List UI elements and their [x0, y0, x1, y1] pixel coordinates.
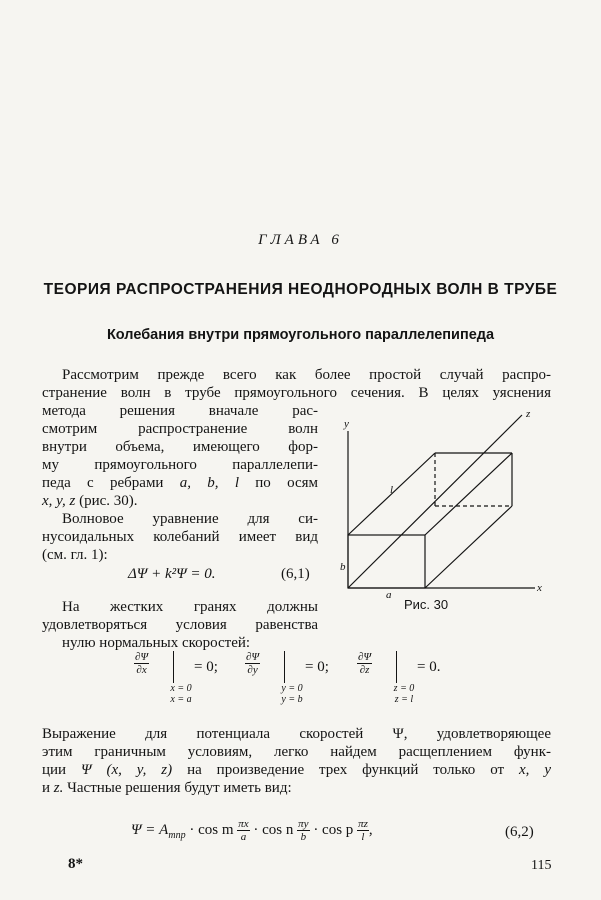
- text-line: Выражение для потенциала скоростей Ψ, удовлетворяющее: [42, 726, 551, 742]
- evaluation-bar: [173, 651, 174, 683]
- text-line: На жестких гранях должны: [62, 599, 318, 615]
- evaluation-bar: [284, 651, 285, 683]
- page-number: 115: [531, 858, 552, 873]
- text-line: (см. гл. 1):: [42, 547, 108, 563]
- axis-label-y: y: [344, 418, 349, 430]
- axis-label-x: x: [537, 582, 542, 594]
- figure-caption: Рис. 30: [404, 597, 449, 612]
- text-line: внутри объема, имеющего фор-: [42, 439, 318, 455]
- section-title: Колебания внутри прямоугольного параллелепипеда: [106, 327, 495, 343]
- partial-derivative: $\frac{\partial\Psi}{\partial x}$: [135, 651, 149, 676]
- text-line: ции Ψ (x, y, z) на произведение трех функций только от x, y: [42, 762, 551, 778]
- boundary-conditions: $\frac{\partial\Psi}{\partial x}$ x = 0 x = a = 0; $\frac{\partial\Psi}{\partial y}$ y = 0 y = b = 0; $\frac{\partial\Psi}{\partial z}$ z = 0 z = l = 0.: [135, 651, 441, 705]
- equation-number: (6,2): [505, 824, 534, 840]
- edge-label-a: a: [386, 589, 392, 600]
- text-fragment: (рис. 30).: [79, 493, 138, 509]
- math-inline: x, y: [519, 762, 551, 778]
- text-fragment: педа с ребрами: [42, 475, 164, 491]
- text-fragment: по осям: [255, 475, 318, 491]
- text-line: и z. Частные решения будут иметь вид:: [42, 780, 292, 796]
- edge-label-b: b: [340, 561, 346, 573]
- math-inline: x, y, z: [42, 493, 76, 509]
- fraction: $\frac{\pi z}{l}$: [358, 818, 368, 843]
- text-line: странение волн в трубе прямоугольного сечения. В целях уяснения: [42, 385, 551, 401]
- evaluation-bar: [396, 651, 397, 683]
- text-line: этим граничным условиям, легко найдем расщеплением функ-: [42, 744, 551, 760]
- text-line: удовлетворяться условия равенства: [42, 617, 318, 633]
- text-line: Волновое уравнение для си-: [62, 511, 318, 527]
- math-inline: z.: [53, 780, 64, 796]
- equation-body: ΔΨ + k²Ψ = 0.: [128, 566, 216, 582]
- math-inline: a, b, l: [179, 475, 239, 491]
- z-axis: [348, 415, 522, 588]
- math-inline: Ψ (x, y, z): [81, 762, 173, 778]
- edge-label-l: l: [390, 484, 394, 496]
- equation-6-2: $\Psi = A_{mnp} \cdot \cos m$ $\frac{\pi x}{a}$ · cos n $\frac{\pi y}{b}$ · cos p $\frac{\pi z}{l}$ ,: [131, 818, 373, 843]
- axis-label-z: z: [526, 408, 531, 420]
- fraction: $\frac{\pi y}{b}$: [298, 818, 309, 843]
- text-line: смотрим распространение волн: [42, 421, 318, 437]
- text-line: Рассмотрим прежде всего как более простой случай распро-: [62, 367, 551, 383]
- equation-number: (6,1): [281, 566, 310, 582]
- chapter-heading: ГЛАВА 6: [258, 232, 343, 248]
- partial-derivative: $\frac{\partial\Psi}{\partial z}$: [358, 651, 372, 676]
- text-line: му прямоугольного параллелепи-: [42, 457, 318, 473]
- text-line: нулю нормальных скоростей:: [62, 635, 251, 651]
- fraction: $\frac{\pi x}{a}$: [238, 818, 249, 843]
- signature-mark: 8*: [68, 856, 83, 872]
- chapter-title: ТЕОРИЯ РАСПРОСТРАНЕНИЯ НЕОДНОРОДНЫХ ВОЛН В ТРУБЕ: [43, 281, 558, 298]
- partial-derivative: $\frac{\partial\Psi}{\partial y}$: [246, 651, 260, 676]
- text-line: метода решения вначале рас-: [42, 403, 318, 419]
- front-face: [348, 535, 425, 588]
- text-line: нусоидальных колебаний имеет вид: [42, 529, 318, 545]
- figure-parallelepiped: [330, 405, 555, 600]
- text-line: [42, 492, 138, 510]
- text-line: [42, 474, 318, 492]
- equation-6-1: [128, 566, 216, 583]
